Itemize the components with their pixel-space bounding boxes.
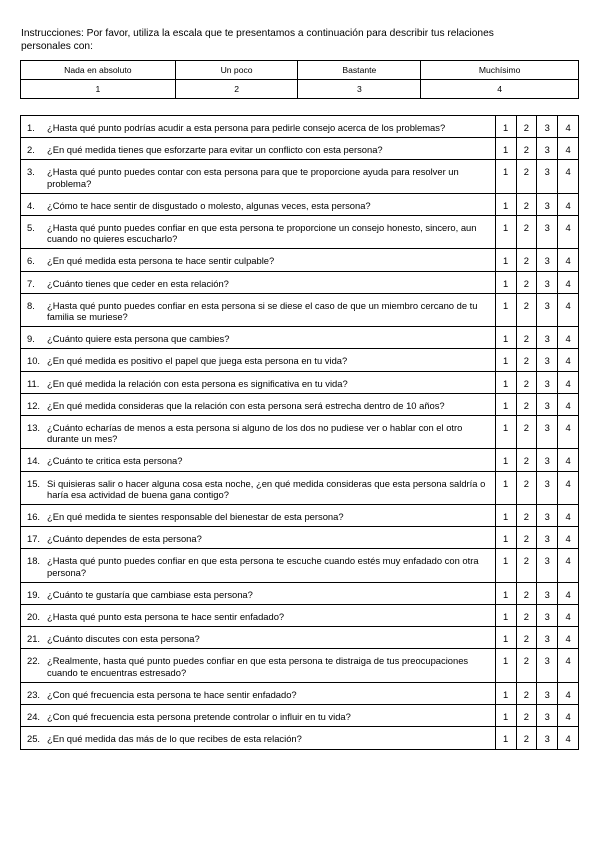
rating-option-1[interactable]: 1 bbox=[495, 449, 516, 471]
rating-option-4[interactable]: 4 bbox=[558, 527, 579, 549]
rating-option-3[interactable]: 3 bbox=[537, 649, 558, 682]
question-text: ¿Con qué frecuencia esta persona te hace sentir enfadado? bbox=[47, 688, 297, 700]
question-text: ¿Cómo te hace sentir de disgustado o molesto, algunas veces, esta persona? bbox=[47, 199, 371, 211]
question-cell bbox=[21, 160, 496, 193]
question-row bbox=[21, 393, 579, 415]
question-text: ¿Hasta qué punto puedes confiar en esta persona si se diese el caso de que un miembro cercano de tu familia se muriese? bbox=[47, 299, 478, 323]
question-text: ¿Cuánto te critica esta persona? bbox=[47, 455, 183, 467]
question-number: 7. bbox=[27, 277, 35, 289]
question-number: 15. bbox=[27, 477, 41, 489]
rating-option-4[interactable]: 4 bbox=[558, 582, 579, 604]
question-cell bbox=[21, 582, 496, 604]
scale-label: Nada en absoluto bbox=[21, 61, 176, 80]
rating-option-2[interactable]: 2 bbox=[516, 293, 537, 326]
question-text: ¿En qué medida das más de lo que recibes de esta relación? bbox=[47, 733, 302, 745]
rating-option-3[interactable]: 3 bbox=[537, 527, 558, 549]
rating-option-1[interactable]: 1 bbox=[495, 416, 516, 449]
rating-option-1[interactable]: 1 bbox=[495, 727, 516, 749]
question-number: 12. bbox=[27, 399, 41, 411]
rating-option-1[interactable]: 1 bbox=[495, 527, 516, 549]
question-cell bbox=[21, 327, 496, 349]
question-row bbox=[21, 705, 579, 727]
scale-legend-table bbox=[20, 60, 579, 99]
rating-option-4[interactable]: 4 bbox=[558, 216, 579, 249]
rating-option-2[interactable]: 2 bbox=[516, 216, 537, 249]
question-row bbox=[21, 582, 579, 604]
rating-option-2[interactable]: 2 bbox=[516, 249, 537, 271]
question-number: 5. bbox=[27, 222, 35, 234]
rating-option-3[interactable]: 3 bbox=[537, 193, 558, 215]
question-text: ¿Cuánto quiere esta persona que cambies? bbox=[47, 333, 230, 345]
question-cell bbox=[21, 527, 496, 549]
question-row bbox=[21, 527, 579, 549]
rating-option-2[interactable]: 2 bbox=[516, 705, 537, 727]
instructions-text: Instrucciones: Por favor, utiliza la escala que te presentamos a continuación para describir tus relaciones personales con: bbox=[21, 28, 494, 52]
question-cell bbox=[21, 293, 496, 326]
rating-option-1[interactable]: 1 bbox=[495, 193, 516, 215]
rating-option-2[interactable]: 2 bbox=[516, 138, 537, 160]
question-row bbox=[21, 627, 579, 649]
rating-option-1[interactable]: 1 bbox=[495, 371, 516, 393]
question-row bbox=[21, 349, 579, 371]
question-text: ¿Hasta qué punto podrías acudir a esta persona para pedirle consejo acerca de los problemas? bbox=[47, 122, 446, 133]
rating-option-3[interactable]: 3 bbox=[537, 449, 558, 471]
question-row bbox=[21, 371, 579, 393]
question-cell bbox=[21, 505, 496, 527]
rating-option-1[interactable]: 1 bbox=[495, 349, 516, 371]
rating-option-2[interactable]: 2 bbox=[516, 371, 537, 393]
rating-option-3[interactable]: 3 bbox=[537, 416, 558, 449]
rating-option-4[interactable]: 4 bbox=[558, 449, 579, 471]
question-number: 20. bbox=[27, 611, 41, 623]
question-cell bbox=[21, 627, 496, 649]
question-number: 10. bbox=[27, 355, 41, 367]
rating-option-4[interactable]: 4 bbox=[558, 293, 579, 326]
question-text: ¿En qué medida es positivo el papel que juega esta persona en tu vida? bbox=[47, 355, 348, 367]
questionnaire-table bbox=[20, 115, 579, 750]
question-cell bbox=[21, 416, 496, 449]
rating-option-2[interactable]: 2 bbox=[516, 682, 537, 704]
rating-option-3[interactable]: 3 bbox=[537, 138, 558, 160]
question-number: 4. bbox=[27, 199, 35, 211]
rating-option-4[interactable]: 4 bbox=[558, 349, 579, 371]
question-row bbox=[21, 505, 579, 527]
question-cell bbox=[21, 249, 496, 271]
scale-label: Muchísimo bbox=[421, 61, 579, 80]
rating-option-1[interactable]: 1 bbox=[495, 160, 516, 193]
rating-option-1[interactable]: 1 bbox=[495, 649, 516, 682]
question-row bbox=[21, 327, 579, 349]
rating-option-1[interactable]: 1 bbox=[495, 549, 516, 582]
question-row bbox=[21, 293, 579, 326]
question-text: ¿Hasta qué punto puedes confiar en que esta persona te proporcione un consejo honesto, sincero, aun cuando no quieres escucharlo? bbox=[47, 222, 477, 245]
scale-labels-row bbox=[21, 61, 579, 80]
scale-label: Bastante bbox=[298, 61, 421, 80]
scale-value: 4 bbox=[421, 80, 579, 99]
question-row bbox=[21, 216, 579, 249]
rating-option-3[interactable]: 3 bbox=[537, 727, 558, 749]
question-text: ¿Hasta qué punto esta persona te hace sentir enfadado? bbox=[47, 611, 285, 623]
question-number: 1. bbox=[27, 122, 35, 133]
question-number: 11. bbox=[27, 377, 40, 389]
rating-option-3[interactable]: 3 bbox=[537, 249, 558, 271]
question-cell bbox=[21, 682, 496, 704]
rating-option-1[interactable]: 1 bbox=[495, 116, 516, 138]
rating-option-3[interactable]: 3 bbox=[537, 471, 558, 504]
question-number: 23. bbox=[27, 688, 41, 700]
scale-value: 2 bbox=[175, 80, 298, 99]
rating-option-3[interactable]: 3 bbox=[537, 349, 558, 371]
question-text: ¿En qué medida esta persona te hace sentir culpable? bbox=[47, 255, 275, 267]
rating-option-2[interactable]: 2 bbox=[516, 116, 537, 138]
rating-option-3[interactable]: 3 bbox=[537, 627, 558, 649]
rating-option-1[interactable]: 1 bbox=[495, 471, 516, 504]
rating-option-1[interactable]: 1 bbox=[495, 327, 516, 349]
rating-option-2[interactable]: 2 bbox=[516, 160, 537, 193]
rating-option-4[interactable]: 4 bbox=[558, 605, 579, 627]
question-text: ¿Hasta qué punto puedes contar con esta persona para que te proporcione ayuda para resolver un problema? bbox=[47, 166, 459, 189]
question-row bbox=[21, 249, 579, 271]
rating-option-2[interactable]: 2 bbox=[516, 349, 537, 371]
rating-option-3[interactable]: 3 bbox=[537, 216, 558, 249]
rating-option-4[interactable]: 4 bbox=[558, 416, 579, 449]
question-text: Si quisieras salir o hacer alguna cosa esta noche, ¿en qué medida consideras que esta persona saldría o haría esa actividad de buena gana contigo? bbox=[47, 477, 486, 500]
rating-option-2[interactable]: 2 bbox=[516, 393, 537, 415]
question-cell bbox=[21, 371, 496, 393]
question-text: ¿Cuánto te gustaría que cambiase esta persona? bbox=[47, 588, 253, 600]
rating-option-3[interactable]: 3 bbox=[537, 271, 558, 293]
scale-value: 3 bbox=[298, 80, 421, 99]
rating-option-4[interactable]: 4 bbox=[558, 193, 579, 215]
rating-option-2[interactable]: 2 bbox=[516, 549, 537, 582]
rating-option-4[interactable]: 4 bbox=[558, 549, 579, 582]
scale-value: 1 bbox=[21, 80, 176, 99]
rating-option-2[interactable]: 2 bbox=[516, 605, 537, 627]
rating-option-2[interactable]: 2 bbox=[516, 416, 537, 449]
rating-option-3[interactable]: 3 bbox=[537, 705, 558, 727]
question-number: 21. bbox=[27, 633, 41, 645]
rating-option-3[interactable]: 3 bbox=[537, 293, 558, 326]
rating-option-4[interactable]: 4 bbox=[558, 727, 579, 749]
question-cell bbox=[21, 193, 496, 215]
rating-option-2[interactable]: 2 bbox=[516, 505, 537, 527]
question-row bbox=[21, 605, 579, 627]
rating-option-3[interactable]: 3 bbox=[537, 682, 558, 704]
question-cell bbox=[21, 393, 496, 415]
question-row bbox=[21, 682, 579, 704]
question-text: ¿En qué medida la relación con esta persona es significativa en tu vida? bbox=[47, 377, 348, 389]
question-number: 17. bbox=[27, 533, 41, 545]
rating-option-4[interactable]: 4 bbox=[558, 271, 579, 293]
rating-option-1[interactable]: 1 bbox=[495, 271, 516, 293]
question-row bbox=[21, 549, 579, 582]
question-text: ¿Hasta qué punto puedes confiar en que esta persona te escuche cuando estés muy enfadado con otra persona? bbox=[47, 555, 479, 578]
rating-option-3[interactable]: 3 bbox=[537, 116, 558, 138]
rating-option-1[interactable]: 1 bbox=[495, 682, 516, 704]
question-row bbox=[21, 116, 579, 138]
rating-option-4[interactable]: 4 bbox=[558, 471, 579, 504]
question-cell bbox=[21, 471, 496, 504]
question-text: ¿En qué medida te sientes responsable del bienestar de esta persona? bbox=[47, 511, 344, 523]
question-number: 18. bbox=[27, 555, 41, 567]
question-row bbox=[21, 160, 579, 193]
question-text: ¿Realmente, hasta qué punto puedes confiar en que esta persona te distraiga de tus preocupaciones cuando te encuentras estresado? bbox=[47, 655, 469, 678]
rating-option-2[interactable]: 2 bbox=[516, 627, 537, 649]
rating-option-1[interactable]: 1 bbox=[495, 138, 516, 160]
rating-option-1[interactable]: 1 bbox=[495, 505, 516, 527]
question-cell bbox=[21, 449, 496, 471]
question-number: 8. bbox=[27, 299, 35, 311]
rating-option-4[interactable]: 4 bbox=[558, 160, 579, 193]
question-text: ¿Con qué frecuencia esta persona pretende controlar o influir en tu vida? bbox=[47, 711, 351, 723]
question-text: ¿Cuánto tienes que ceder en esta relación? bbox=[47, 277, 229, 289]
question-number: 9. bbox=[27, 333, 35, 345]
question-number: 25. bbox=[27, 733, 41, 745]
rating-option-4[interactable]: 4 bbox=[558, 393, 579, 415]
question-cell bbox=[21, 705, 496, 727]
question-row bbox=[21, 727, 579, 749]
rating-option-1[interactable]: 1 bbox=[495, 393, 516, 415]
question-number: 22. bbox=[27, 655, 41, 667]
rating-option-3[interactable]: 3 bbox=[537, 505, 558, 527]
rating-option-4[interactable]: 4 bbox=[558, 327, 579, 349]
question-row bbox=[21, 449, 579, 471]
rating-option-4[interactable]: 4 bbox=[558, 627, 579, 649]
question-number: 16. bbox=[27, 511, 41, 523]
rating-option-1[interactable]: 1 bbox=[495, 582, 516, 604]
scale-label: Un poco bbox=[175, 61, 298, 80]
question-row bbox=[21, 649, 579, 682]
question-cell bbox=[21, 116, 496, 138]
rating-option-3[interactable]: 3 bbox=[537, 605, 558, 627]
question-cell bbox=[21, 727, 496, 749]
question-number: 3. bbox=[27, 166, 35, 178]
rating-option-4[interactable]: 4 bbox=[558, 505, 579, 527]
scale-values-row bbox=[21, 80, 579, 99]
question-row bbox=[21, 471, 579, 504]
rating-option-3[interactable]: 3 bbox=[537, 582, 558, 604]
question-cell bbox=[21, 349, 496, 371]
question-cell bbox=[21, 549, 496, 582]
rating-option-4[interactable]: 4 bbox=[558, 138, 579, 160]
question-cell bbox=[21, 216, 496, 249]
rating-option-2[interactable]: 2 bbox=[516, 727, 537, 749]
rating-option-3[interactable]: 3 bbox=[537, 371, 558, 393]
question-text: ¿En qué medida consideras que la relación con esta persona será estrecha dentro de 10 años? bbox=[47, 399, 445, 411]
rating-option-1[interactable]: 1 bbox=[495, 605, 516, 627]
question-number: 6. bbox=[27, 255, 35, 267]
rating-option-2[interactable]: 2 bbox=[516, 327, 537, 349]
question-row bbox=[21, 416, 579, 449]
rating-option-1[interactable]: 1 bbox=[495, 705, 516, 727]
rating-option-1[interactable]: 1 bbox=[495, 216, 516, 249]
rating-option-3[interactable]: 3 bbox=[537, 549, 558, 582]
rating-option-3[interactable]: 3 bbox=[537, 160, 558, 193]
rating-option-2[interactable]: 2 bbox=[516, 193, 537, 215]
rating-option-4[interactable]: 4 bbox=[558, 371, 579, 393]
rating-option-1[interactable]: 1 bbox=[495, 249, 516, 271]
question-text: ¿Cuánto dependes de esta persona? bbox=[47, 533, 202, 545]
rating-option-2[interactable]: 2 bbox=[516, 649, 537, 682]
rating-option-1[interactable]: 1 bbox=[495, 627, 516, 649]
rating-option-1[interactable]: 1 bbox=[495, 293, 516, 326]
question-row bbox=[21, 193, 579, 215]
rating-option-2[interactable]: 2 bbox=[516, 582, 537, 604]
question-number: 13. bbox=[27, 422, 41, 434]
question-row bbox=[21, 271, 579, 293]
rating-option-3[interactable]: 3 bbox=[537, 393, 558, 415]
question-number: 2. bbox=[27, 144, 35, 156]
question-row bbox=[21, 138, 579, 160]
question-text: ¿Cuánto echarías de menos a esta persona si alguno de los dos no pudiese ver o hablar con el otro durante un mes? bbox=[47, 422, 463, 445]
rating-option-2[interactable]: 2 bbox=[516, 449, 537, 471]
question-text: ¿En qué medida tienes que esforzarte para evitar un conflicto con esta persona? bbox=[47, 144, 383, 156]
rating-option-2[interactable]: 2 bbox=[516, 527, 537, 549]
rating-option-4[interactable]: 4 bbox=[558, 116, 579, 138]
question-text: ¿Cuánto discutes con esta persona? bbox=[47, 633, 200, 645]
rating-option-2[interactable]: 2 bbox=[516, 271, 537, 293]
question-number: 24. bbox=[27, 711, 41, 723]
question-cell bbox=[21, 138, 496, 160]
question-number: 19. bbox=[27, 588, 41, 600]
rating-option-4[interactable]: 4 bbox=[558, 249, 579, 271]
question-cell bbox=[21, 649, 496, 682]
question-cell bbox=[21, 605, 496, 627]
rating-option-4[interactable]: 4 bbox=[558, 649, 579, 682]
rating-option-4[interactable]: 4 bbox=[558, 682, 579, 704]
rating-option-4[interactable]: 4 bbox=[558, 705, 579, 727]
question-number: 14. bbox=[27, 455, 41, 467]
rating-option-3[interactable]: 3 bbox=[537, 327, 558, 349]
rating-option-2[interactable]: 2 bbox=[516, 471, 537, 504]
question-cell bbox=[21, 271, 496, 293]
